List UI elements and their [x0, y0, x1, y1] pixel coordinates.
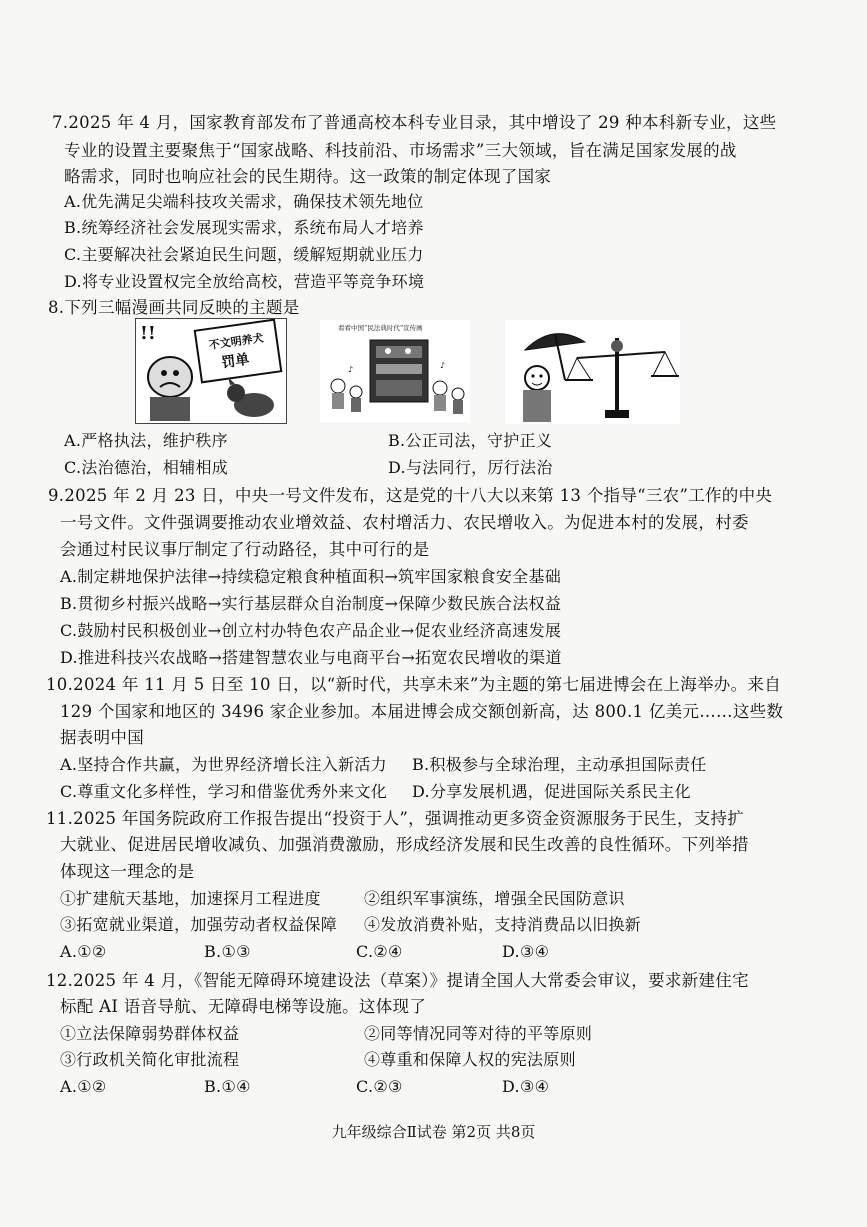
q10-option-a: A.坚持合作共赢，为世界经济增长注入新活力: [60, 755, 387, 774]
q10-option-d: D.分享发展机遇，促进国际关系民主化: [412, 782, 691, 801]
q12-item-4: ④尊重和保障人权的宪法原则: [364, 1050, 576, 1069]
q12-stem-line-1: 12.2025 年 4 月，《智能无障碍环境建设法（草案）》提请全国人大常委会审议，要求新建住宅: [46, 971, 749, 990]
q12-item-1: ①立法保障弱势群体权益: [60, 1024, 240, 1043]
svg-text:!!: !!: [140, 323, 156, 344]
q9-option-a: A.制定耕地保护法律→持续稳定粮食种植面积→筑牢国家粮食安全基础: [60, 567, 562, 586]
q7-option-d: D.将专业设置权完全放给高校，营造平等竞争环境: [64, 272, 425, 291]
q8-option-a: A.严格执法，维护秩序: [64, 431, 228, 450]
cartoon-justice-scale: [505, 320, 680, 424]
q11-stem-line-1: 11.2025 年国务院政府工作报告提出“投资于人”，强调推动更多资金资源服务于民生，支持扩: [46, 809, 745, 828]
q11-item-2: ②组织军事演练，增强全民国防意识: [364, 889, 625, 908]
q9-option-b: B.贯彻乡村振兴战略→实行基层群众自治制度→保障少数民族合法权益: [60, 594, 562, 613]
cartoon-uncivilized-dog: [135, 318, 287, 424]
cartoon-civil-code: [320, 320, 470, 422]
q12-stem-line-2: 标配 AI 语音导航、无障碍电梯等设施。这体现了: [60, 997, 427, 1016]
q7-stem-line-2: 专业的设置主要聚焦于“国家战略、科技前沿、市场需求”三大领域，旨在满足国家发展的战: [64, 141, 737, 160]
q12-option-a: A.①②: [60, 1077, 107, 1096]
q12-item-2: ②同等情况同等对待的平等原则: [364, 1024, 593, 1043]
q10-option-c: C.尊重文化多样性，学习和借鉴优秀外来文化: [60, 782, 388, 801]
q7-option-b: B.统筹经济社会发展现实需求，系统布局人才培养: [64, 218, 424, 237]
cartoon1-sign-text-top: 不文明养犬: [208, 331, 265, 352]
q7-stem-line-1: 7.2025 年 4 月，国家教育部发布了普通高校本科专业目录，其中增设了 29 种本科新专业，这些: [52, 113, 777, 132]
q11-option-b: B.①③: [204, 942, 251, 961]
q7-option-a: A.优先满足尖端科技攻关需求，确保技术领先地位: [64, 192, 424, 211]
q11-stem-line-3: 体现这一理念的是: [60, 862, 195, 881]
q11-item-1: ①扩建航天基地，加速探月工程进度: [60, 889, 321, 908]
q9-option-c: C.鼓励村民积极创业→创立村办特色农产品企业→促农业经济高速发展: [60, 621, 562, 640]
q11-option-c: C.②④: [356, 942, 403, 961]
q11-item-3: ③拓宽就业渠道，加强劳动者权益保障: [60, 915, 338, 934]
q9-stem-line-3: 会通过村民议事厅制定了行动路径，其中可行的是: [60, 540, 430, 559]
q7-stem-line-3: 略需求，同时也响应社会的民生期待。这一政策的制定体现了国家: [64, 167, 552, 186]
q8-option-b: B.公正司法，守护正义: [388, 431, 553, 450]
cartoon1-sign-text-bottom: 罚单: [220, 351, 251, 372]
q11-item-4: ④发放消费补贴，支持消费品以旧换新: [364, 915, 642, 934]
page-footer: 九年级综合Ⅱ试卷 第2页 共8页: [331, 1123, 536, 1141]
svg-text:♪: ♪: [440, 361, 446, 370]
q8-option-d: D.与法同行，厉行法治: [388, 458, 553, 477]
cartoon2-caption: 看看中国“民法典时代”宣传画: [338, 324, 423, 332]
q11-option-a: A.①②: [60, 942, 107, 961]
q12-item-3: ③行政机关简化审批流程: [60, 1050, 240, 1069]
q9-stem-line-2: 一号文件。文件强调要推动农业增效益、农村增活力、农民增收入。为促进本村的发展，村委: [60, 513, 749, 532]
q10-stem-line-3: 据表明中国: [60, 728, 144, 747]
q8-stem: 8.下列三幅漫画共同反映的主题是: [48, 298, 300, 317]
q11-option-d: D.③④: [502, 942, 550, 961]
q9-stem-line-1: 9.2025 年 2 月 23 日，中央一号文件发布，这是党的十八大以来第 13 个指导“三农”工作的中央: [48, 486, 773, 505]
q12-option-d: D.③④: [502, 1077, 550, 1096]
q12-option-c: C.②③: [356, 1077, 403, 1096]
q10-option-b: B.积极参与全球治理，主动承担国际责任: [412, 755, 707, 774]
q7-option-c: C.主要解决社会紧迫民生问题，缓解短期就业压力: [64, 245, 424, 264]
q11-stem-line-2: 大就业、促进居民增收减负、加强消费激励，形成经济发展和民生改善的良性循环。下列举措: [60, 835, 749, 854]
svg-text:♪: ♪: [348, 365, 354, 374]
q10-stem-line-1: 10.2024 年 11 月 5 日至 10 日，以“新时代，共享未来”为主题的第七届进博会在上海举办。来自: [46, 675, 782, 694]
q12-option-b: B.①④: [204, 1077, 251, 1096]
q9-option-d: D.推进科技兴农战略→搭建智慧农业与电商平台→拓宽农民增收的渠道: [60, 648, 562, 667]
q8-option-c: C.法治德治，相辅相成: [64, 458, 229, 477]
q10-stem-line-2: 129 个国家和地区的 3496 家企业参加。本届进博会成交额创新高，达 800.1 亿美元……这些数: [60, 702, 784, 721]
